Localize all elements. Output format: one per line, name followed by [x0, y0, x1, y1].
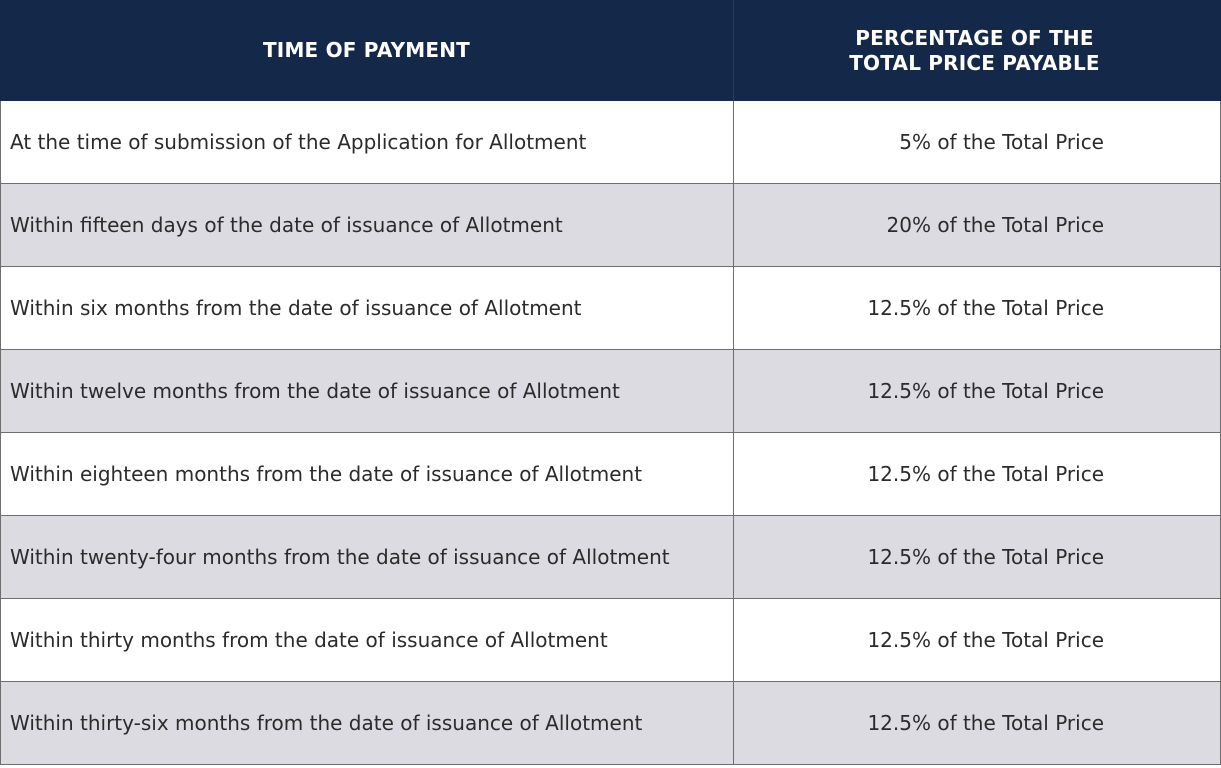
time-of-payment-cell: Within thirty months from the date of issuance of Allotment [1, 599, 734, 681]
table-row [1, 184, 1220, 267]
table-row [1, 516, 1220, 599]
header-time-of-payment [0, 0, 734, 101]
percentage-cell: 12.5% of the Total Price [867, 628, 1104, 652]
time-of-payment-cell: Within six months from the date of issuance of Allotment [1, 267, 734, 349]
percentage-cell: 12.5% of the Total Price [867, 296, 1104, 320]
percentage-cell: 20% of the Total Price [886, 213, 1104, 237]
table-row [1, 433, 1220, 516]
time-of-payment-cell: Within thirty-six months from the date of issuance of Allotment [1, 682, 734, 764]
percentage-cell: 12.5% of the Total Price [867, 545, 1104, 569]
time-of-payment-cell: At the time of submission of the Application for Allotment [1, 101, 734, 183]
percentage-cell: 5% of the Total Price [899, 130, 1104, 154]
table-header [0, 0, 1221, 101]
table-row [1, 682, 1220, 765]
table-row [1, 350, 1220, 433]
percentage-cell: 12.5% of the Total Price [867, 711, 1104, 735]
percentage-cell: 12.5% of the Total Price [867, 462, 1104, 486]
time-of-payment-cell: Within eighteen months from the date of issuance of Allotment [1, 433, 734, 515]
header-percentage-line-1: PERCENTAGE OF THE [855, 25, 1094, 50]
table-row [1, 599, 1220, 682]
table-row [1, 267, 1220, 350]
table-row [1, 101, 1220, 184]
header-percentage-payable [734, 0, 1221, 101]
time-of-payment-cell: Within twelve months from the date of issuance of Allotment [1, 350, 734, 432]
time-of-payment-cell: Within fifteen days of the date of issuance of Allotment [1, 184, 734, 266]
header-time-of-payment-label: TIME OF PAYMENT [262, 38, 471, 62]
table-body [0, 101, 1221, 765]
time-of-payment-cell: Within twenty-four months from the date of issuance of Allotment [1, 516, 734, 598]
header-percentage-line-2: TOTAL PRICE PAYABLE [849, 50, 1100, 75]
percentage-cell: 12.5% of the Total Price [867, 379, 1104, 403]
